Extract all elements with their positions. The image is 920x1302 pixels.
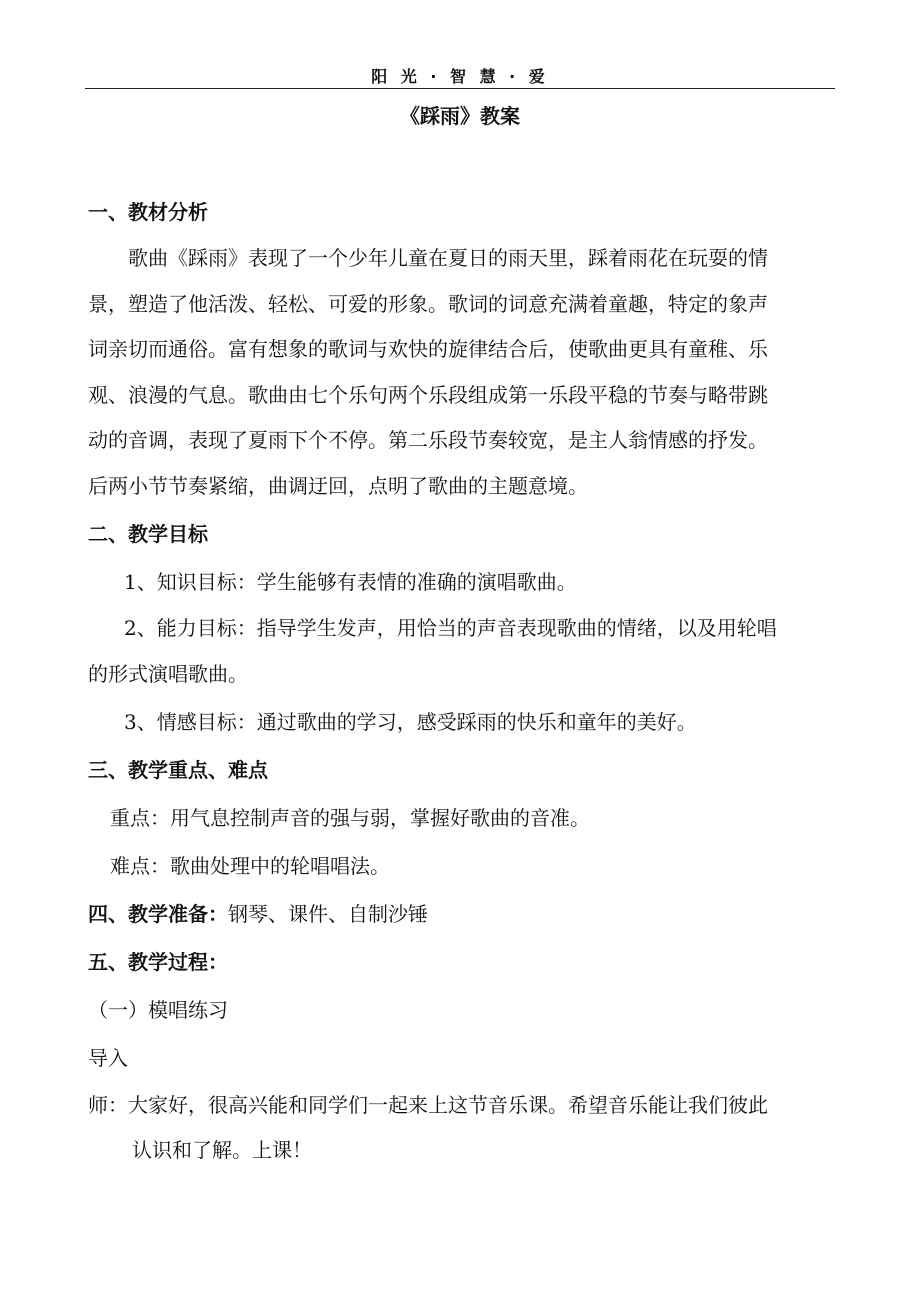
- goal-ability-cont: 的形式演唱歌曲。: [88, 661, 248, 686]
- section-heading-goals: 二、教学目标: [88, 521, 208, 546]
- document-body: [88, 188, 833, 1172]
- section-heading-analysis: 一、教材分析: [88, 200, 208, 224]
- goal-emotion: 3、情感目标：通过歌曲的学习，感受踩雨的快乐和童年的美好。: [124, 709, 697, 734]
- analysis-line: 歌曲《踩雨》表现了一个少年儿童在夏日的雨天里，踩着雨花在玩耍的情: [128, 246, 768, 270]
- teacher-speech-line: 师：大家好，很高兴能和同学们一起来上这节音乐课。希望音乐能让我们彼此: [88, 1092, 768, 1117]
- key-point: 重点：用气息控制声音的强与弱，掌握好歌曲的音准。: [110, 805, 590, 830]
- section-heading-preparation: [88, 890, 833, 938]
- teacher-speech-cont: 认识和了解。上课！: [132, 1137, 312, 1162]
- difficulty-point: 难点：歌曲处理中的轮唱唱法。: [110, 853, 390, 878]
- section-heading-keypoints: 三、教学重点、难点: [88, 757, 268, 782]
- section-heading-process: 五、教学过程：: [88, 949, 228, 974]
- page-header: 阳 光 · 智 慧 · 爱: [371, 67, 549, 86]
- analysis-line: 观、浪漫的气息。歌曲由七个乐句两个乐段组成第一乐段平稳的节奏与略带跳: [88, 382, 768, 407]
- goal-knowledge: 1、知识目标：学生能够有表情的准确的演唱歌曲。: [124, 569, 577, 594]
- analysis-line: 动的音调，表现了夏雨下个不停。第二乐段节奏较宽，是主人翁情感的抒发。: [88, 428, 768, 453]
- preparation-content: 钢琴、课件、自制沙锤: [228, 901, 428, 926]
- analysis-paragraph: [88, 236, 833, 510]
- document-title: 《踩雨》教案: [400, 104, 520, 128]
- analysis-line: 词亲切而通俗。富有想象的歌词与欢快的旋律结合后，使歌曲更具有童稚、乐: [88, 337, 768, 362]
- goal-ability: 2、能力目标：指导学生发声，用恰当的声音表现歌曲的情绪，以及用轮唱: [124, 615, 777, 640]
- intro-label: 导入: [88, 1045, 128, 1070]
- preparation-label: 四、教学准备：: [88, 901, 228, 926]
- header-divider: [85, 88, 835, 89]
- analysis-line: 后两小节节奏紧缩，曲调迂回，点明了歌曲的主题意境。: [88, 473, 588, 498]
- analysis-line: 景，塑造了他活泼、轻松、可爱的形象。歌词的词意充满着童趣，特定的象声: [88, 291, 768, 316]
- process-sub-heading: （一）模唱练习: [88, 997, 228, 1022]
